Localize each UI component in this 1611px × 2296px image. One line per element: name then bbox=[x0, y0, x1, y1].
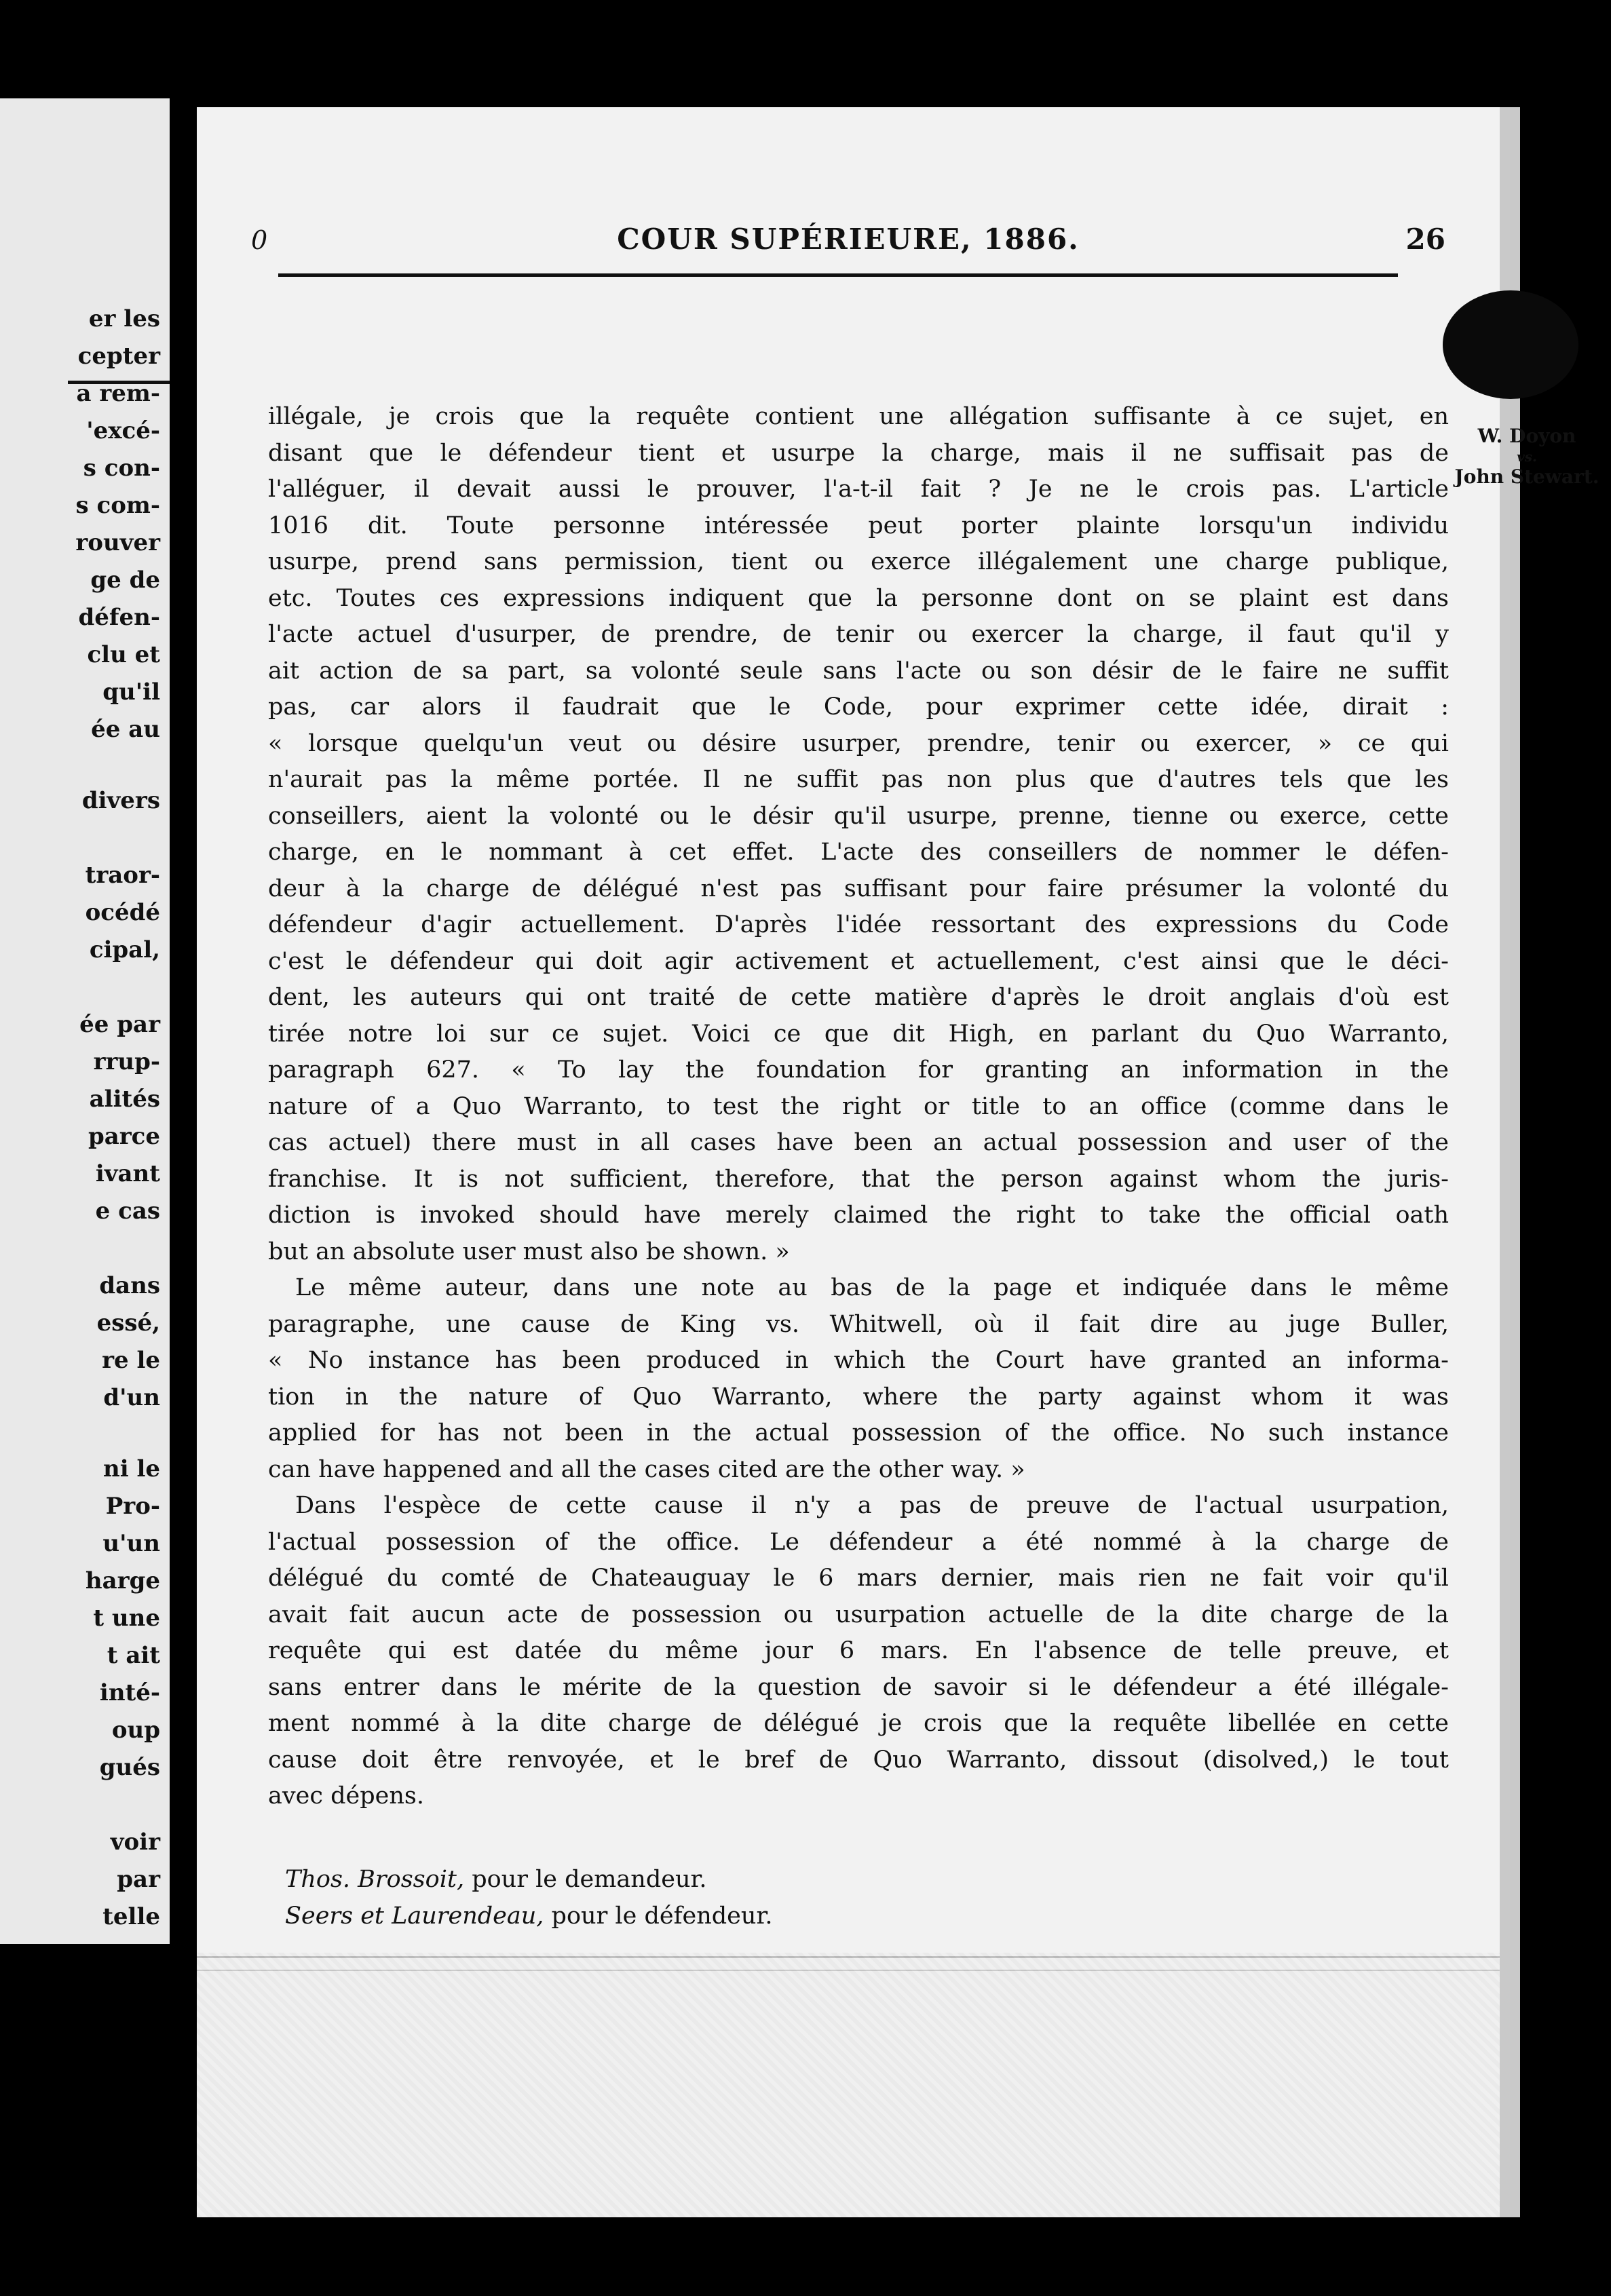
left-page-text-fragment: ni le bbox=[102, 1455, 160, 1482]
left-page-text-fragment: e cas bbox=[95, 1198, 160, 1225]
text-line: c'est le défendeur qui doit agir activement et actuellement, c'est ainsi que le déci- bbox=[268, 947, 1449, 975]
left-page-text-fragment: oup bbox=[111, 1717, 160, 1744]
left-page-text-fragment: par bbox=[117, 1866, 160, 1893]
text-line: charge, en le nommant à cet effet. L'acte des conseillers de nommer le défen- bbox=[268, 839, 1449, 866]
margin-defendant: John Stewart. bbox=[1454, 465, 1599, 488]
text-line: l'actual possession of the office. Le défendeur a été nommé à la charge de bbox=[268, 1528, 1449, 1556]
left-page-text-fragment: er les bbox=[88, 305, 160, 332]
margin-vs: vs. bbox=[1517, 448, 1537, 465]
text-line: etc. Toutes ces expressions indiquent que la personne dont on se plaint est dans bbox=[268, 584, 1449, 612]
text-line: tion in the nature of Quo Warranto, where the party against whom it was bbox=[268, 1383, 1449, 1411]
left-page-text-fragment: harge bbox=[85, 1567, 160, 1594]
text-line: can have happened and all the cases cited are the other way. » bbox=[268, 1455, 1025, 1483]
document-page bbox=[197, 107, 1599, 2217]
text-line: pas, car alors il faudrait que le Code, pour exprimer cette idée, dirait : bbox=[268, 693, 1449, 721]
left-page-text-fragment: dans bbox=[99, 1272, 160, 1299]
plaintiff-counsel-name: Thos. Brossoit, bbox=[285, 1866, 465, 1893]
margin-note bbox=[1445, 426, 1608, 487]
text-line: 1016 dit. Toute personne intéressée peut porter plainte lorsqu'un individu bbox=[268, 512, 1449, 539]
left-page-text-fragment: ée par bbox=[79, 1011, 160, 1038]
left-page-text-fragment: 'excé- bbox=[86, 417, 160, 444]
left-page-text-fragment: gués bbox=[99, 1754, 160, 1781]
left-page-text-fragment: cipal, bbox=[89, 936, 160, 963]
text-line: disant que le défendeur tient et usurpe la charge, mais il ne suffisait pas de bbox=[268, 439, 1449, 467]
text-line: paragraphe, une cause de King vs. Whitwell, où il fait dire au juge Buller, bbox=[268, 1310, 1449, 1338]
text-line: nature of a Quo Warranto, to test the right or title to an office (comme dans le bbox=[268, 1092, 1449, 1120]
text-line: tirée notre loi sur ce sujet. Voici ce que dit High, en parlant du Quo Warranto, bbox=[268, 1020, 1449, 1048]
plaintiff-counsel bbox=[285, 1861, 772, 1898]
margin-plaintiff: W. Doyon bbox=[1477, 425, 1576, 447]
left-page-text-fragment: t une bbox=[93, 1605, 160, 1632]
bottom-rule-secondary bbox=[197, 1970, 1500, 1971]
bottom-rule bbox=[197, 1956, 1500, 1958]
text-line: délégué du comté de Chateauguay le 6 mars dernier, mais rien ne fait voir qu'il bbox=[268, 1565, 1449, 1592]
plaintiff-counsel-role: pour le demandeur. bbox=[464, 1866, 707, 1893]
left-page-text-fragment: inté- bbox=[99, 1679, 160, 1706]
text-line: « No instance has been produced in which the Court have granted an informa- bbox=[268, 1347, 1449, 1374]
body-text bbox=[268, 399, 1449, 1815]
left-page-text-fragment: u'un bbox=[102, 1530, 160, 1557]
text-line: défendeur d'agir actuellement. D'après l'idée ressortant des expressions du Code bbox=[268, 911, 1449, 938]
text-line: conseillers, aient la volonté ou le désir qu'il usurpe, prenne, tienne ou exerce, cette bbox=[268, 802, 1449, 830]
left-page-text-fragment: a rem- bbox=[76, 380, 160, 407]
defendant-counsel bbox=[285, 1898, 772, 1934]
left-page-text-fragment: telle bbox=[102, 1903, 160, 1930]
text-line: deur à la charge de délégué n'est pas suffisant pour faire présumer la volonté du bbox=[268, 875, 1449, 902]
left-page-text-fragment: alités bbox=[89, 1086, 160, 1113]
left-page-text-fragment: t ait bbox=[107, 1642, 160, 1669]
book-gutter bbox=[170, 0, 197, 2296]
page-number: 26 bbox=[1405, 223, 1445, 256]
text-line: avait fait aucun acte de possession ou usurpation actuelle de la dite charge de la bbox=[268, 1601, 1449, 1628]
text-line: dent, les auteurs qui ont traité de cette matière d'après le droit anglais d'où est bbox=[268, 984, 1449, 1011]
text-line: requête qui est datée du même jour 6 mars. En l'absence de telle preuve, et bbox=[268, 1637, 1449, 1664]
text-line: cause doit être renvoyée, et le bref de Quo Warranto, dissout (disolved,) le tout bbox=[268, 1746, 1449, 1774]
text-line: diction is invoked should have merely claimed the right to take the official oath bbox=[268, 1202, 1449, 1229]
left-page-text-fragment: cepter bbox=[77, 343, 160, 370]
text-line: but an absolute user must also be shown. » bbox=[268, 1238, 790, 1265]
signatures bbox=[285, 1861, 772, 1934]
text-line: « lorsque quelqu'un veut ou désire usurper, prendre, tenir ou exercer, » ce qui bbox=[268, 729, 1449, 757]
left-page-text-fragment: Pro- bbox=[105, 1493, 160, 1520]
defendant-counsel-role: pour le défendeur. bbox=[544, 1902, 773, 1930]
left-page-text-fragment: re le bbox=[102, 1347, 160, 1374]
left-page-text-fragment: essé, bbox=[96, 1309, 160, 1337]
left-page-text-fragment: rouver bbox=[75, 529, 160, 556]
text-line: illégale, je crois que la requête contient une allégation suffisante à ce sujet, en bbox=[268, 403, 1449, 430]
left-page-fragment bbox=[0, 98, 170, 1944]
text-line: Dans l'espèce de cette cause il n'y a pas de preuve de l'actual usurpation, bbox=[295, 1492, 1449, 1519]
text-line: ait action de sa part, sa volonté seule sans l'acte ou son désir de le faire ne suffit bbox=[268, 657, 1449, 685]
left-page-text-fragment: ivant bbox=[95, 1160, 160, 1187]
header-rule bbox=[278, 273, 1398, 277]
text-line: l'acte actuel d'usurper, de prendre, de tenir ou exercer la charge, il faut qu'il y bbox=[268, 621, 1449, 648]
left-page-text-fragment: défen- bbox=[78, 604, 160, 631]
text-line: ment nommé à la dite charge de délégué je crois que la requête libellée en cette bbox=[268, 1710, 1449, 1737]
left-page-text-fragment: ge de bbox=[90, 567, 160, 594]
left-page-text-fragment: d'un bbox=[103, 1384, 160, 1411]
left-page-text-fragment: qu'il bbox=[102, 678, 160, 706]
text-line: sans entrer dans le mérite de la question de savoir si le défendeur a été illégale- bbox=[268, 1673, 1449, 1701]
left-page-text-fragment: traor- bbox=[85, 862, 160, 889]
page-mark: 0 bbox=[251, 225, 268, 255]
defendant-counsel-name: Seers et Laurendeau, bbox=[285, 1902, 544, 1930]
left-page-text-fragment: rrup- bbox=[93, 1048, 160, 1075]
left-page-text-fragment: parce bbox=[88, 1123, 160, 1150]
text-line: franchise. It is not sufficient, therefore, that the person against whom the juris- bbox=[268, 1165, 1449, 1193]
text-line: paragraph 627. « To lay the foundation for granting an information in the bbox=[268, 1056, 1449, 1084]
text-line: cas actuel) there must in all cases have been an actual possession and user of the bbox=[268, 1129, 1449, 1156]
text-line: usurpe, prend sans permission, tient ou exerce illégalement une charge publique, bbox=[268, 548, 1449, 575]
left-page-text-fragment: océdé bbox=[85, 899, 160, 926]
text-line: n'aurait pas la même portée. Il ne suffit pas non plus que d'autres tels que les bbox=[268, 766, 1449, 793]
text-line: Le même auteur, dans une note au bas de la page et indiquée dans le même bbox=[295, 1274, 1449, 1301]
ink-blot-stamp bbox=[1443, 290, 1578, 399]
page-header bbox=[251, 223, 1445, 263]
page-edge bbox=[1500, 107, 1520, 2217]
left-page-text-fragment: ée au bbox=[91, 716, 160, 743]
left-page-text-fragment: s con- bbox=[83, 455, 160, 482]
left-page-text-fragment: voir bbox=[110, 1829, 160, 1856]
running-head: COUR SUPÉRIEURE, 1886. bbox=[617, 223, 1080, 256]
left-page-text-fragment: s com- bbox=[75, 492, 160, 519]
text-line: l'alléguer, il devait aussi le prouver, l'a-t-il fait ? Je ne le crois pas. L'article bbox=[268, 476, 1449, 503]
left-page-text-fragment: clu et bbox=[87, 641, 160, 668]
left-page-text-fragment: divers bbox=[81, 787, 160, 814]
text-line: avec dépens. bbox=[268, 1782, 424, 1810]
text-line: applied for has not been in the actual possession of the office. No such instance bbox=[268, 1419, 1449, 1447]
